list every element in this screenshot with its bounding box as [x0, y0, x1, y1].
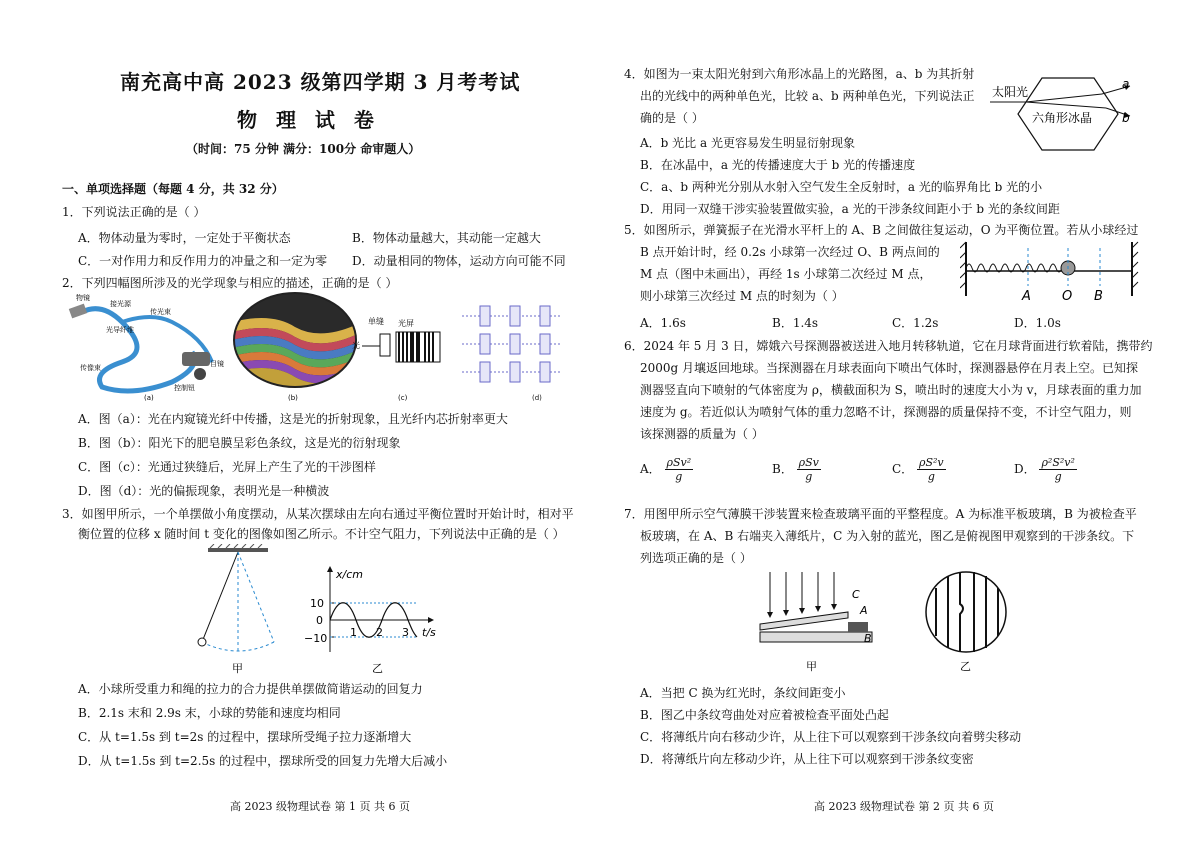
q5-stem-line2: B 点开始计时，经 0.2s 小球第一次经过 O、B 两点间的 — [640, 245, 940, 259]
fig-wedge-b-label: B — [864, 632, 872, 645]
q6-option-c-denominator: g — [927, 470, 935, 483]
graph-ytick-0: 0 — [316, 614, 323, 627]
q2-option-c: C．图（c）：光通过狭缝后，光屏上产生了光的干涉图样 — [78, 460, 376, 474]
q2-option-d: D．图（d）：光的偏振现象，表明光是一种横波 — [78, 484, 330, 498]
q2-figures — [62, 292, 582, 404]
q3-option-c: C．从 t=1.5s 到 t=2s 的过程中，摆球所受绳子拉力逐渐增大 — [78, 730, 412, 744]
q2-stem: 2．下列四幅图所涉及的光学现象与相应的描述，正确的是（ ） — [62, 276, 398, 290]
fig-sun-label: 太阳光 — [992, 85, 1029, 99]
soap-film-figure — [232, 292, 362, 402]
q7-option-c: C．将薄纸片向右移动少许，从上往下可以观察到干涉条纹向着劈尖移动 — [640, 730, 1022, 744]
q4-option-b: B．在冰晶中，a 光的传播速度大于 b 光的传播速度 — [640, 158, 916, 172]
q3-pendulum-figure — [190, 544, 290, 674]
q7-stem-line3: 列选项正确的是（ ） — [640, 551, 752, 565]
q7-option-a: A．当把 C 换为红光时，条纹间距变小 — [640, 686, 846, 700]
q1-option-c: C．一对作用力和反作用力的冲量之和一定为零 — [78, 254, 328, 268]
q6-stem-line5: 该探测器的质量为（ ） — [640, 427, 764, 441]
graph-label: 乙 — [372, 662, 383, 674]
fig-d-tag: (d) — [532, 394, 542, 402]
q5-option-b: B．1.4s — [772, 316, 819, 330]
footer-right: 高 2023 级物理试卷 第 2 页 共 6 页 — [814, 800, 994, 813]
pendulum-label: 甲 — [232, 662, 243, 674]
single-slit-figure — [352, 316, 440, 402]
exam-info: （时间：75 分钟 满分：100分 命审题人） — [186, 142, 421, 156]
q4-stem-line1: 4．如图为一束太阳光射到六角形冰晶上的光路图，a、b 为其折射 — [624, 67, 975, 81]
q3-stem-line1: 3．如图甲所示，一个单摆做小角度摆动，从某次摆球由左向右通过平衡位置时开始计时，相对平 — [62, 507, 574, 521]
exam-subtitle: 物 理 试 卷 — [237, 108, 380, 132]
q5-stem-line3: M 点（图中未画出），再经 1s 小球第二次经过 M 点， — [640, 267, 932, 281]
q5-option-a: A．1.6s — [640, 316, 686, 330]
fig-ray-a-label: a — [1122, 77, 1130, 91]
graph-y-label: x/cm — [336, 568, 363, 581]
graph-xtick-1: 1 — [350, 626, 357, 639]
q4-option-d: D．用同一双缝干涉实验装置做实验，a 光的干涉条纹间距小于 b 光的条纹间距 — [640, 202, 1060, 216]
fig-a-label-fiber: 光导纤维 — [106, 326, 134, 334]
q3-option-a: A．小球所受重力和绳的拉力的合力提供单摆做简谐运动的回复力 — [78, 682, 423, 696]
q4-option-a: A．b 光比 a 光更容易发生明显衍射现象 — [640, 136, 855, 150]
fig-a-label-light-source: 接光源 — [110, 300, 131, 308]
fig-wedge-c-label: C — [852, 588, 860, 601]
q2-option-a: A．图（a）：光在内窥镜光纤中传播，这是光的折射现象，且光纤内芯折射率更大 — [78, 412, 508, 426]
fig-a-label-image-beam: 传像束 — [80, 364, 101, 372]
q6-option-a-denominator: g — [675, 470, 683, 483]
fig-c-label-slit: 单缝 — [368, 317, 384, 326]
fig-fringe-yi-label: 乙 — [960, 660, 971, 673]
fig-a-label-eyepiece: 目镜 — [210, 360, 224, 368]
q3-option-b: B．2.1s 末和 2.9s 末，小球的势能和速度均相同 — [78, 706, 341, 720]
q6-option-b-numerator: ρSv — [798, 456, 819, 469]
q1-option-d: D．动量相同的物体，运动方向可能不同 — [352, 254, 566, 268]
q5-option-c: C．1.2s — [892, 316, 939, 330]
fig-c-label-screen: 光屏 — [398, 319, 414, 328]
q7-option-b: B．图乙中条纹弯曲处对应着被检查平面处凸起 — [640, 708, 889, 722]
q6-option-a-label: A． — [640, 462, 661, 476]
q4-option-c: C．a、b 两种光分别从水射入空气发生全反射时，a 光的临界角比 b 光的小 — [640, 180, 1043, 194]
q7-air-wedge-figure — [756, 568, 886, 674]
fig-a-label-beam: 传光束 — [150, 308, 171, 316]
fig-point-o: O — [1062, 289, 1073, 304]
q2-option-b: B．图（b）：阳光下的肥皂膜呈彩色条纹，这是光的衍射现象 — [78, 436, 401, 450]
graph-ytick-neg10: −10 — [304, 632, 328, 645]
q6-option-a — [640, 456, 693, 483]
q6-option-c-label: C． — [892, 462, 914, 476]
q6-option-a-numerator: ρSv² — [666, 456, 692, 469]
q6-option-c — [892, 456, 946, 483]
fig-a-tag: (a) — [144, 394, 154, 402]
graph-xtick-3: 3 — [402, 626, 409, 639]
fig-a-label-control: 控制钮 — [174, 384, 195, 392]
q5-stem-line1: 5．如图所示，弹簧振子在光滑水平杆上的 A、B 之间做往复运动，O 为平衡位置。若从小球经过 — [624, 223, 1139, 237]
q5-option-d: D．1.0s — [1014, 316, 1061, 330]
q6-option-b-label: B． — [772, 462, 793, 476]
fig-c-label-light: 光 — [352, 341, 360, 350]
q6-option-c-numerator: ρS²v — [919, 456, 944, 469]
fig-ray-b-label: b — [1122, 111, 1130, 125]
q7-option-d: D．将薄纸片向左移动少许，从上往下可以观察到干涉条纹变密 — [640, 752, 974, 766]
q4-stem-line2: 出的光线中的两种单色光，比较 a、b 两种单色光，下列说法正 — [640, 89, 975, 103]
fig-c-tag: (c) — [398, 394, 408, 402]
q7-stem-line1: 7．用图甲所示空气薄膜干涉装置来检查玻璃平面的平整程度。A 为标准平板玻璃，B 为被检查平 — [624, 507, 1137, 521]
q6-stem-line4: 速度为 g。若近似认为喷射气体的重力忽略不计，探测器的质量保持不变，不计空气阻力，则 — [640, 405, 1132, 419]
fig-wedge-jia-label: 甲 — [806, 660, 817, 673]
endoscope-figure — [69, 293, 224, 402]
q7-stem-line2: 板玻璃，在 A、B 右端夹入薄纸片，C 为入射的蓝光，图乙是俯视图甲观察到的干涉条纹。下 — [640, 529, 1135, 543]
fig-point-b: B — [1094, 289, 1103, 304]
section-heading: 一、单项选择题（每题 4 分，共 32 分） — [62, 182, 284, 196]
q1-option-a: A．物体动量为零时，一定处于平衡状态 — [78, 231, 291, 245]
q5-stem-line4: 则小球第三次经过 M 点的时刻为（ ） — [640, 289, 844, 303]
q6-option-d-numerator: ρ²S²v² — [1041, 456, 1075, 469]
q6-option-d — [1014, 456, 1077, 483]
q4-ice-crystal-figure — [990, 72, 1140, 156]
graph-ytick-10: 10 — [310, 597, 324, 610]
q1-stem: 1．下列说法正确的是（ ） — [62, 205, 206, 219]
q6-option-b-denominator: g — [805, 470, 813, 483]
q3-stem-line2: 衡位置的位移 x 随时间 t 变化的图像如图乙所示。不计空气阻力，下列说法中正确的是（ ） — [78, 527, 565, 541]
fig-point-a: A — [1022, 289, 1031, 304]
q3-option-d: D．从 t=1.5s 到 t=2.5s 的过程中，摆球所受的回复力先增大后减小 — [78, 754, 448, 768]
fig-ice-label: 六角形冰晶 — [1032, 111, 1093, 125]
graph-x-label: t/s — [422, 626, 436, 639]
q6-stem-line2: 2000g 月壤返回地球。当探测器在月球表面向下喷出气体时，探测器悬停在月表上空。已知探 — [640, 361, 1139, 375]
exam-title: 南充高中高 2023 级第四学期 3 月考考试 — [120, 70, 521, 94]
q6-option-d-label: D． — [1014, 462, 1036, 476]
fig-b-tag: (b) — [288, 394, 298, 402]
q6-option-b — [772, 456, 821, 483]
footer-left: 高 2023 级物理试卷 第 1 页 共 6 页 — [230, 800, 410, 813]
polarization-figure — [462, 306, 562, 402]
q6-stem-line1: 6．2024 年 5 月 3 日，嫦娥六号探测器被送进入地月转移轨道，它在月球背面进行软着陆，携带约 — [624, 339, 1153, 353]
graph-xtick-2: 2 — [376, 626, 383, 639]
fig-wedge-a-label: A — [860, 604, 868, 617]
fig-a-label-objective: 物镜 — [76, 294, 90, 302]
q3-displacement-graph — [300, 562, 450, 674]
q7-fringe-figure — [916, 568, 1016, 674]
q4-stem-line3: 确的是（ ） — [640, 111, 704, 125]
q5-spring-figure — [960, 240, 1140, 304]
q1-option-b: B．物体动量越大，其动能一定越大 — [352, 231, 541, 245]
q6-stem-line3: 测器竖直向下喷射的气体密度为 ρ，横截面积为 S，喷出时的速度大小为 v，月球表面的重力加 — [640, 383, 1142, 397]
q6-option-d-denominator: g — [1054, 470, 1062, 483]
